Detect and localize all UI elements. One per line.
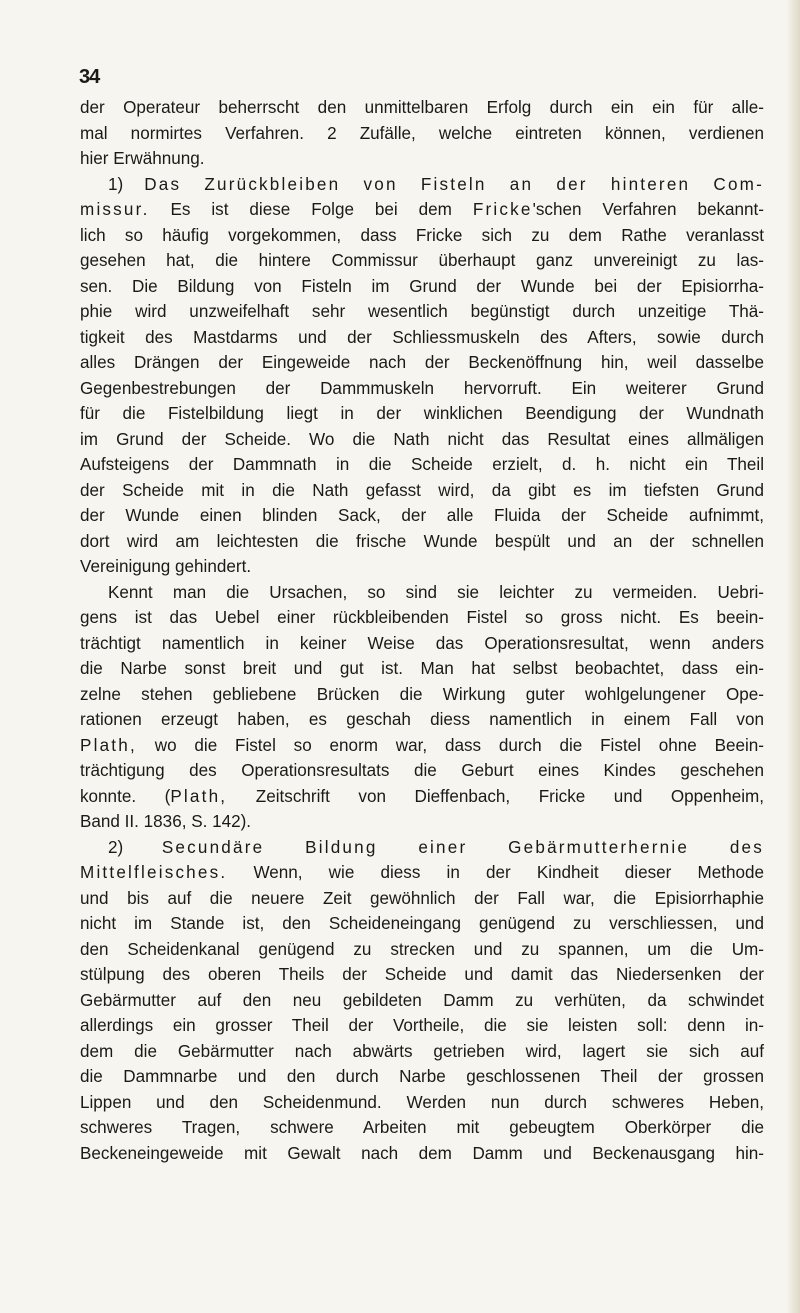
text-line: für die Fistelbildung liegt in der winklichen Beendigung der Wundnath [80,404,764,423]
body-text [80,95,764,1166]
line-segment: konnte. ( [80,786,171,806]
page-edge-shadow [786,0,800,1313]
text-line: alles Drängen der Eingeweide nach der Beckenöffnung hin, weil dasselbe [80,353,764,372]
text-line: schweres Tragen, schwere Arbeiten mit gebeugtem Oberkörper die [80,1118,764,1137]
text-line: der Wunde einen blinden Sack, der alle Fluida der Scheide aufnimmt, [80,506,764,525]
text-line: phie wird unzweifelhaft sehr wesentlich begünstigt durch unzeitige Thä- [80,302,764,321]
text-line: dort wird am leichtesten die frische Wunde bespült und an der schnellen [80,531,764,551]
heading-number: 1) [108,174,145,194]
text-line: im Grund der Scheide. Wo die Nath nicht das Resultat eines allmäligen [80,429,764,449]
text-line: Lippen und den Scheidenmund. Werden nun durch schweres Heben, [80,1092,764,1112]
line-segment: wo die Fistel so enorm war, dass durch die Fistel ohne Beein- [136,735,764,755]
heading-number: 2) [108,837,162,857]
text-line: der Operateur beherrscht den unmittelbaren Erfolg durch ein ein für alle- [80,98,764,117]
text-line: Beckeneingeweide mit Gewalt nach dem Damm und Beckenausgang hin- [80,1143,764,1163]
text-line [80,197,764,223]
author-name-spaced: Fricke [472,200,533,219]
text-line: gens ist das Uebel einer rückbleibenden Fistel so gross nicht. Es beein- [80,608,764,627]
heading-spaced-text: Das Zurückbleiben von Fisteln an der hinteren Com- [144,174,764,194]
text-line [80,733,764,759]
text-line: Gegenbestrebungen der Dammmuskeln hervorruft. Ein weiterer Grund [80,378,764,398]
text-line: Band II. 1836, S. 142). [80,812,252,831]
page-number: 34 [79,66,100,88]
line-segment: Zeitschrift von Dieffenbach, Fricke und Oppenheim, [227,786,764,806]
text-line: der Scheide mit in die Nath gefasst wird, da gibt es im tiefsten Grund [80,480,764,500]
text-line: zelne stehen gebliebene Brücken die Wirkung guter wohlgelungener Ope- [80,684,764,704]
text-line: mal normirtes Verfahren. 2 Zufälle, welche eintreten können, verdienen [80,123,764,143]
text-line: lich so häufig vorgekommen, dass Fricke sich zu dem Rathe veranlasst [80,225,764,245]
text-line: trächtigung des Operationsresultats die Geburt eines Kindes geschehen [80,761,764,780]
text-line [80,860,764,886]
text-line: stülpung des oberen Theils der Scheide und damit das Niedersenken der [80,965,764,984]
heading-spaced-text: Secundäre Bildung einer Gebärmutterhernie des [161,837,764,857]
text-line: die Narbe sonst breit und gut ist. Man hat selbst beobachtet, dass ein- [80,659,764,678]
author-name-spaced: Plath, [80,735,137,755]
text-line: Kennt man die Ursachen, so sind sie leichter zu vermeiden. Uebri- [108,582,764,602]
text-line: Aufsteigens der Dammnath in die Scheide erzielt, d. h. nicht ein Theil [80,455,764,474]
line-segment: 'schen Verfahren bekannt- [532,200,764,219]
text-line [80,784,764,810]
text-line: rationen erzeugt haben, es geschah diess namentlich in einem Fall von [80,710,764,729]
section-heading-2 [80,835,764,861]
text-line: den Scheidenkanal genügend zu strecken und zu spannen, um die Um- [80,939,764,959]
text-line: Gebärmutter auf den neu gebildeten Damm zu verhüten, da schwindet [80,990,764,1010]
line-segment: Es ist diese Folge bei dem [149,200,473,219]
line-segment: Wenn, wie diess in der Kindheit dieser Methode [227,863,764,882]
text-line: tigkeit des Mastdarms und der Schliessmuskeln des Afters, sowie durch [80,327,764,347]
heading-spaced-text: missur. [80,200,150,219]
text-line: dem die Gebärmutter nach abwärts getrieben wird, lagert sie sich auf [80,1041,764,1061]
text-line: allerdings ein grosser Theil der Vortheile, die sie leisten soll: denn in- [80,1016,764,1035]
text-line: nicht im Stande ist, den Scheideneingang genügend zu verschliessen, und [80,914,764,933]
text-line: und bis auf die neuere Zeit gewöhnlich der Fall war, die Episiorrhaphie [80,888,764,908]
author-name-spaced: Plath, [170,786,228,806]
section-heading-1 [80,172,764,198]
text-line: trächtigt namentlich in keiner Weise das Operationsresultat, wenn anders [80,633,764,653]
text-line: die Dammnarbe und den durch Narbe geschlossenen Theil der grossen [80,1067,764,1086]
text-line: sen. Die Bildung von Fisteln im Grund der Wunde bei der Episiorrha- [80,276,764,296]
text-line: Vereinigung gehindert. [80,557,252,576]
heading-spaced-text: Mittelfleisches. [80,863,228,882]
text-line: gesehen hat, die hintere Commissur überhaupt ganz unvereinigt zu las- [80,251,764,270]
text-line: hier Erwähnung. [80,149,205,168]
